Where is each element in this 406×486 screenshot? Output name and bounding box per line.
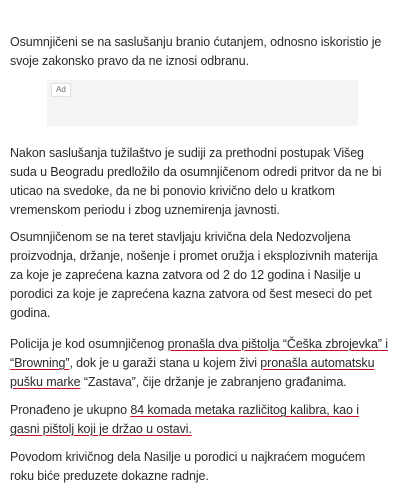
paragraph-weapons [10, 335, 390, 392]
paragraph-defense: Osumnjičeni se na saslušanju branio ćutanjem, odnosno iskoristio je svoje zakonsko pravo da ne iznosi odbranu. [10, 35, 382, 68]
ad-label: Ad [51, 83, 71, 97]
ad-placeholder[interactable] [47, 80, 358, 126]
paragraph-detention: Nakon saslušanja tužilaštvo je sudiji za prethodni postupak Višeg suda u Beogradu predložilo da osumnjičenom odredi pritvor da ne bi uticao na svedoke, da ne bi ponovio krivično delo u kratkom vremenskom periodu i zbog uznemirenja javnosti. [10, 146, 382, 217]
paragraph-ammunition [10, 401, 390, 439]
text-segment: , dok je u garaži stana u kojem živi [69, 356, 261, 370]
article-body [10, 33, 390, 486]
text-segment: “Zastava”, čije držanje je zabranjeno građanima. [80, 375, 347, 389]
highlight-rifle: pronašla automatsku pušku marke [10, 356, 375, 389]
text-segment: Pronađeno je ukupno [10, 403, 131, 417]
highlight-ammunition: 84 komada metaka različitog kalibra, kao i gasni pištolj koji je držao u ostavi. [10, 403, 359, 436]
highlight-pistols: pronašla dva pištolja “Češka zbrojevka” i “Browning” [10, 337, 388, 370]
paragraph-charges: Osumnjičenom se na teret stavljaju krivična dela Nedozvoljena proizvodnja, držanje, nošenje i promet oružja i eksplozivnih materija za koje je zaprećena kazna zatvora od 2 do 12 godina i Nasilje u porodici za koje je zaprećena kazna zatvora od šest meseci do pet godina. [10, 230, 378, 320]
paragraph-evidence: Povodom krivičnog dela Nasilje u porodici u najkraćem mogućem roku biće preduzete dokazne radnje. [10, 450, 366, 483]
text-segment: Policija je kod osumnjičenog [10, 337, 168, 351]
